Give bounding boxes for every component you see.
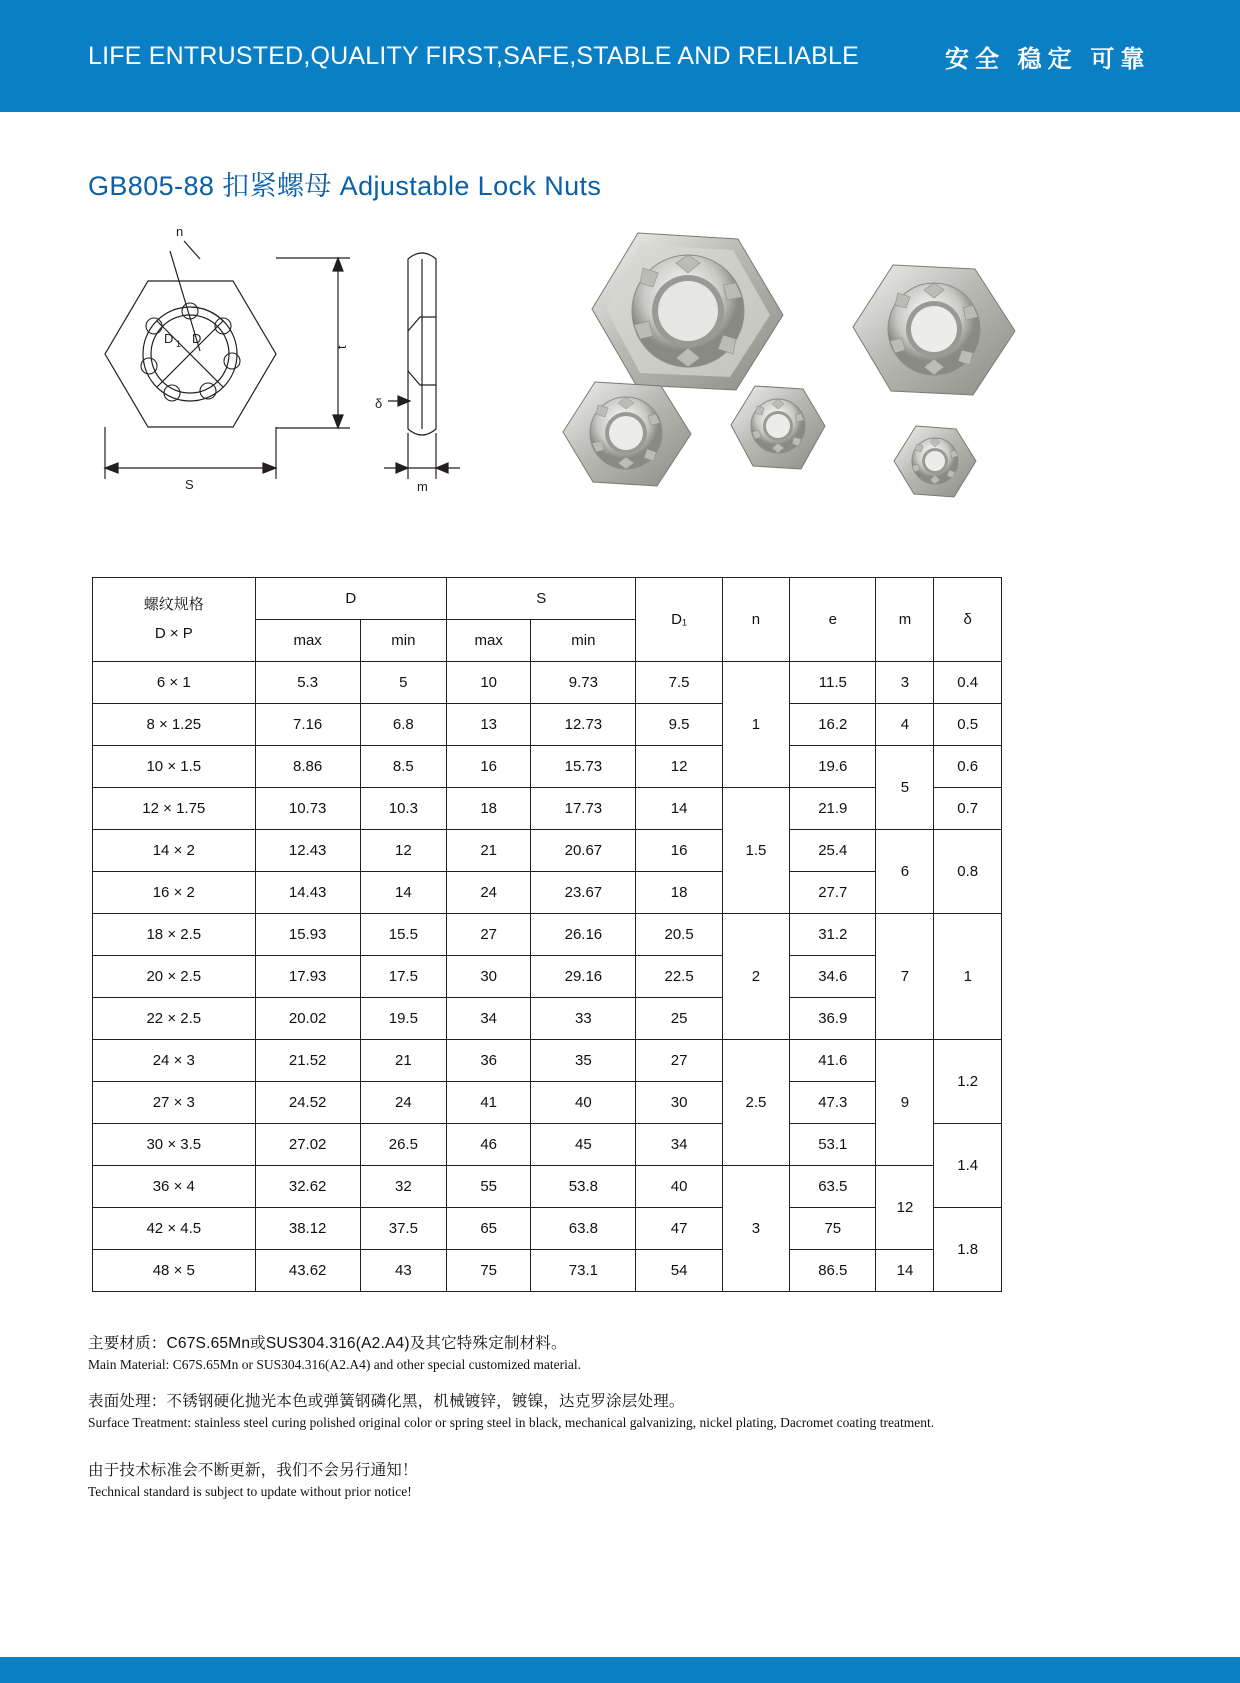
svg-text:1: 1 bbox=[176, 339, 182, 350]
spec-cell-thread: 6 × 1 bbox=[93, 662, 256, 704]
spec-cell-s-max: 10 bbox=[446, 662, 530, 704]
table-row bbox=[93, 788, 1002, 830]
table-row bbox=[93, 1208, 1002, 1250]
spec-cell-s-min: 45 bbox=[531, 1124, 636, 1166]
spec-cell-s-max: 36 bbox=[446, 1040, 530, 1082]
spec-cell-d-min: 12 bbox=[360, 830, 446, 872]
header-thread-line1: 螺纹规格 bbox=[143, 596, 204, 614]
table-row bbox=[93, 872, 1002, 914]
spec-cell-delta: 1.2 bbox=[934, 1040, 1002, 1124]
note-notice-en: Technical standard is subject to update without prior notice! bbox=[88, 1484, 412, 1500]
spec-cell-d1: 18 bbox=[636, 872, 722, 914]
spec-cell-m: 7 bbox=[876, 914, 934, 1040]
spec-cell-s-max: 65 bbox=[446, 1208, 530, 1250]
note-notice-cn: 由于技术标准会不断更新，我们不会另行通知！ bbox=[88, 1462, 418, 1480]
spec-cell-d-max: 5.3 bbox=[255, 662, 360, 704]
spec-cell-e: 36.9 bbox=[790, 998, 876, 1040]
spec-cell-thread: 14 × 2 bbox=[93, 830, 256, 872]
spec-cell-e: 47.3 bbox=[790, 1082, 876, 1124]
note-notice bbox=[88, 1459, 1152, 1503]
drawing-svg bbox=[88, 221, 558, 551]
spec-cell-thread: 30 × 3.5 bbox=[93, 1124, 256, 1166]
product-photo-small-left bbox=[553, 376, 703, 506]
table-row bbox=[93, 1124, 1002, 1166]
label-n: n bbox=[176, 224, 184, 240]
spec-cell-s-max: 46 bbox=[446, 1124, 530, 1166]
spec-cell-m: 5 bbox=[876, 746, 934, 830]
spec-cell-d1: 40 bbox=[636, 1166, 722, 1208]
spec-cell-s-max: 30 bbox=[446, 956, 530, 998]
spec-cell-s-min: 9.73 bbox=[531, 662, 636, 704]
spec-cell-e: 34.6 bbox=[790, 956, 876, 998]
spec-cell-thread: 24 × 3 bbox=[93, 1040, 256, 1082]
spec-cell-d-min: 19.5 bbox=[360, 998, 446, 1040]
spec-cell-d-min: 24 bbox=[360, 1082, 446, 1124]
spec-cell-d-min: 37.5 bbox=[360, 1208, 446, 1250]
product-photo-medium-right bbox=[843, 259, 1033, 414]
figure-area bbox=[88, 221, 1152, 551]
spec-cell-e: 16.2 bbox=[790, 704, 876, 746]
footer-bar bbox=[0, 1657, 1240, 1683]
spec-cell-thread: 22 × 2.5 bbox=[93, 998, 256, 1040]
table-row bbox=[93, 830, 1002, 872]
spec-cell-thread: 16 × 2 bbox=[93, 872, 256, 914]
spec-cell-d1: 27 bbox=[636, 1040, 722, 1082]
header-m: m bbox=[876, 578, 934, 662]
table-row bbox=[93, 746, 1002, 788]
spec-cell-d1: 7.5 bbox=[636, 662, 722, 704]
header-S: S bbox=[446, 578, 635, 620]
spec-cell-e: 19.6 bbox=[790, 746, 876, 788]
note-material-cn: 主要材质：C67S.65Mn或SUS304.316(A2.A4)及其它特殊定制材料。 bbox=[88, 1335, 567, 1353]
spec-cell-d-min: 8.5 bbox=[360, 746, 446, 788]
spec-cell-d-min: 10.3 bbox=[360, 788, 446, 830]
spec-cell-e: 21.9 bbox=[790, 788, 876, 830]
spec-cell-thread: 36 × 4 bbox=[93, 1166, 256, 1208]
note-surface-en: Surface Treatment: stainless steel curing polished original color or spring steel in black, mechanical galvanizing, nickel plating, Dacromet coating treatment. bbox=[88, 1414, 935, 1430]
header-thread-spec bbox=[93, 578, 256, 662]
spec-cell-d-max: 14.43 bbox=[255, 872, 360, 914]
notes-section bbox=[88, 1332, 1152, 1503]
spec-cell-d-min: 14 bbox=[360, 872, 446, 914]
spec-cell-thread: 8 × 1.25 bbox=[93, 704, 256, 746]
spec-cell-s-max: 24 bbox=[446, 872, 530, 914]
header-S-max: max bbox=[446, 620, 530, 662]
label-S: S bbox=[185, 477, 194, 493]
spec-cell-m: 4 bbox=[876, 704, 934, 746]
spec-cell-e: 86.5 bbox=[790, 1250, 876, 1292]
spec-cell-d-min: 26.5 bbox=[360, 1124, 446, 1166]
spec-table-head bbox=[93, 578, 1002, 662]
spec-cell-s-min: 12.73 bbox=[531, 704, 636, 746]
spec-cell-d-min: 5 bbox=[360, 662, 446, 704]
table-row bbox=[93, 1250, 1002, 1292]
spec-cell-d-max: 27.02 bbox=[255, 1124, 360, 1166]
technical-drawings bbox=[88, 221, 558, 556]
spec-cell-d-max: 24.52 bbox=[255, 1082, 360, 1124]
spec-cell-d1: 9.5 bbox=[636, 704, 722, 746]
spec-cell-e: 53.1 bbox=[790, 1124, 876, 1166]
spec-cell-d-min: 17.5 bbox=[360, 956, 446, 998]
spec-cell-e: 27.7 bbox=[790, 872, 876, 914]
spec-cell-s-min: 33 bbox=[531, 998, 636, 1040]
spec-cell-s-max: 21 bbox=[446, 830, 530, 872]
label-t: t bbox=[334, 345, 349, 350]
spec-cell-s-min: 23.67 bbox=[531, 872, 636, 914]
spec-cell-thread: 20 × 2.5 bbox=[93, 956, 256, 998]
spec-cell-thread: 18 × 2.5 bbox=[93, 914, 256, 956]
spec-cell-d-max: 38.12 bbox=[255, 1208, 360, 1250]
header-n: n bbox=[722, 578, 789, 662]
spec-cell-d-max: 21.52 bbox=[255, 1040, 360, 1082]
table-row bbox=[93, 914, 1002, 956]
spec-cell-e: 41.6 bbox=[790, 1040, 876, 1082]
spec-cell-s-max: 27 bbox=[446, 914, 530, 956]
spec-cell-d1: 22.5 bbox=[636, 956, 722, 998]
spec-cell-thread: 12 × 1.75 bbox=[93, 788, 256, 830]
spec-cell-e: 63.5 bbox=[790, 1166, 876, 1208]
spec-cell-d-min: 32 bbox=[360, 1166, 446, 1208]
header-S-min: min bbox=[531, 620, 636, 662]
spec-cell-s-max: 41 bbox=[446, 1082, 530, 1124]
spec-cell-s-max: 13 bbox=[446, 704, 530, 746]
spec-cell-d-max: 20.02 bbox=[255, 998, 360, 1040]
spec-cell-n: 1 bbox=[722, 662, 789, 788]
spec-cell-s-min: 40 bbox=[531, 1082, 636, 1124]
note-surface bbox=[88, 1390, 1152, 1434]
spec-cell-d1: 20.5 bbox=[636, 914, 722, 956]
spec-cell-thread: 10 × 1.5 bbox=[93, 746, 256, 788]
spec-cell-thread: 48 × 5 bbox=[93, 1250, 256, 1292]
spec-cell-delta: 1.4 bbox=[934, 1124, 1002, 1208]
page-title: GB805-88 扣紧螺母 Adjustable Lock Nuts bbox=[88, 171, 602, 201]
header-english-slogan: LIFE ENTRUSTED,QUALITY FIRST,SAFE,STABLE AND RELIABLE bbox=[88, 41, 859, 70]
spec-cell-d-max: 15.93 bbox=[255, 914, 360, 956]
spec-cell-d1: 34 bbox=[636, 1124, 722, 1166]
spec-table-body bbox=[93, 662, 1002, 1292]
spec-cell-d1: 30 bbox=[636, 1082, 722, 1124]
spec-cell-d-max: 10.73 bbox=[255, 788, 360, 830]
spec-cell-thread: 42 × 4.5 bbox=[93, 1208, 256, 1250]
spec-cell-s-min: 26.16 bbox=[531, 914, 636, 956]
spec-cell-s-min: 20.67 bbox=[531, 830, 636, 872]
label-delta: δ bbox=[375, 396, 383, 412]
product-photo-smallest bbox=[888, 421, 983, 511]
spec-cell-m: 14 bbox=[876, 1250, 934, 1292]
spec-cell-s-min: 53.8 bbox=[531, 1166, 636, 1208]
spec-cell-n: 3 bbox=[722, 1166, 789, 1292]
label-D: D bbox=[192, 331, 202, 347]
note-surface-cn: 表面处理：不锈钢硬化抛光本色或弹簧钢磷化黑，机械镀锌，镀镍，达克罗涂层处理。 bbox=[88, 1392, 685, 1410]
spec-cell-e: 75 bbox=[790, 1208, 876, 1250]
spec-cell-d-min: 21 bbox=[360, 1040, 446, 1082]
spec-cell-d-min: 43 bbox=[360, 1250, 446, 1292]
spec-cell-d-max: 43.62 bbox=[255, 1250, 360, 1292]
label-D1: D bbox=[164, 331, 174, 347]
spec-cell-s-max: 18 bbox=[446, 788, 530, 830]
header-D-min: min bbox=[360, 620, 446, 662]
spec-cell-d-max: 12.43 bbox=[255, 830, 360, 872]
spec-cell-m: 9 bbox=[876, 1040, 934, 1166]
spec-cell-d1: 25 bbox=[636, 998, 722, 1040]
spec-cell-e: 25.4 bbox=[790, 830, 876, 872]
header-delta: δ bbox=[934, 578, 1002, 662]
note-material-en: Main Material: C67S.65Mn or SUS304.316(A2.A4) and other special customized material. bbox=[88, 1357, 582, 1373]
spec-cell-m: 6 bbox=[876, 830, 934, 914]
spec-cell-d1: 16 bbox=[636, 830, 722, 872]
table-row bbox=[93, 1082, 1002, 1124]
header-chinese-slogan: 安全 稳定 可靠 bbox=[945, 45, 1151, 73]
header-D1: D₁ bbox=[636, 578, 722, 662]
spec-cell-s-max: 55 bbox=[446, 1166, 530, 1208]
spec-cell-e: 31.2 bbox=[790, 914, 876, 956]
spec-cell-delta: 0.5 bbox=[934, 704, 1002, 746]
table-row bbox=[93, 956, 1002, 998]
spec-cell-delta: 0.4 bbox=[934, 662, 1002, 704]
spec-cell-d1: 54 bbox=[636, 1250, 722, 1292]
spec-cell-e: 11.5 bbox=[790, 662, 876, 704]
spec-cell-d1: 14 bbox=[636, 788, 722, 830]
spec-cell-d-max: 7.16 bbox=[255, 704, 360, 746]
page-header bbox=[0, 0, 1240, 112]
product-photo-small-middle bbox=[723, 381, 833, 486]
spec-cell-s-min: 63.8 bbox=[531, 1208, 636, 1250]
spec-cell-d-min: 6.8 bbox=[360, 704, 446, 746]
label-m: m bbox=[417, 479, 428, 495]
product-photos bbox=[558, 221, 1152, 551]
spec-cell-n: 2.5 bbox=[722, 1040, 789, 1166]
spec-cell-s-max: 16 bbox=[446, 746, 530, 788]
spec-cell-d-max: 8.86 bbox=[255, 746, 360, 788]
spec-cell-d1: 12 bbox=[636, 746, 722, 788]
header-e: e bbox=[790, 578, 876, 662]
table-row bbox=[93, 662, 1002, 704]
spec-cell-d-max: 32.62 bbox=[255, 1166, 360, 1208]
header-row-1 bbox=[93, 578, 1002, 620]
table-row bbox=[93, 704, 1002, 746]
spec-cell-s-min: 35 bbox=[531, 1040, 636, 1082]
spec-cell-s-min: 15.73 bbox=[531, 746, 636, 788]
spec-cell-delta: 0.8 bbox=[934, 830, 1002, 914]
spec-cell-s-min: 73.1 bbox=[531, 1250, 636, 1292]
spec-table bbox=[92, 577, 1002, 1292]
page-body bbox=[0, 164, 1240, 1503]
table-row bbox=[93, 1166, 1002, 1208]
spec-cell-d-min: 15.5 bbox=[360, 914, 446, 956]
header-D-max: max bbox=[255, 620, 360, 662]
spec-cell-delta: 1.8 bbox=[934, 1208, 1002, 1292]
table-row bbox=[93, 1040, 1002, 1082]
spec-cell-delta: 0.6 bbox=[934, 746, 1002, 788]
table-row bbox=[93, 998, 1002, 1040]
spec-cell-delta: 0.7 bbox=[934, 788, 1002, 830]
spec-cell-m: 12 bbox=[876, 1166, 934, 1250]
spec-cell-thread: 27 × 3 bbox=[93, 1082, 256, 1124]
spec-cell-n: 1.5 bbox=[722, 788, 789, 914]
header-D: D bbox=[255, 578, 446, 620]
spec-cell-n: 2 bbox=[722, 914, 789, 1040]
spec-cell-d1: 47 bbox=[636, 1208, 722, 1250]
spec-cell-s-max: 34 bbox=[446, 998, 530, 1040]
spec-cell-d-max: 17.93 bbox=[255, 956, 360, 998]
spec-cell-m: 3 bbox=[876, 662, 934, 704]
spec-cell-s-min: 17.73 bbox=[531, 788, 636, 830]
spec-cell-s-max: 75 bbox=[446, 1250, 530, 1292]
spec-cell-s-min: 29.16 bbox=[531, 956, 636, 998]
header-thread-line2: D × P bbox=[154, 624, 193, 642]
note-material bbox=[88, 1332, 1152, 1376]
spec-cell-delta: 1 bbox=[934, 914, 1002, 1040]
